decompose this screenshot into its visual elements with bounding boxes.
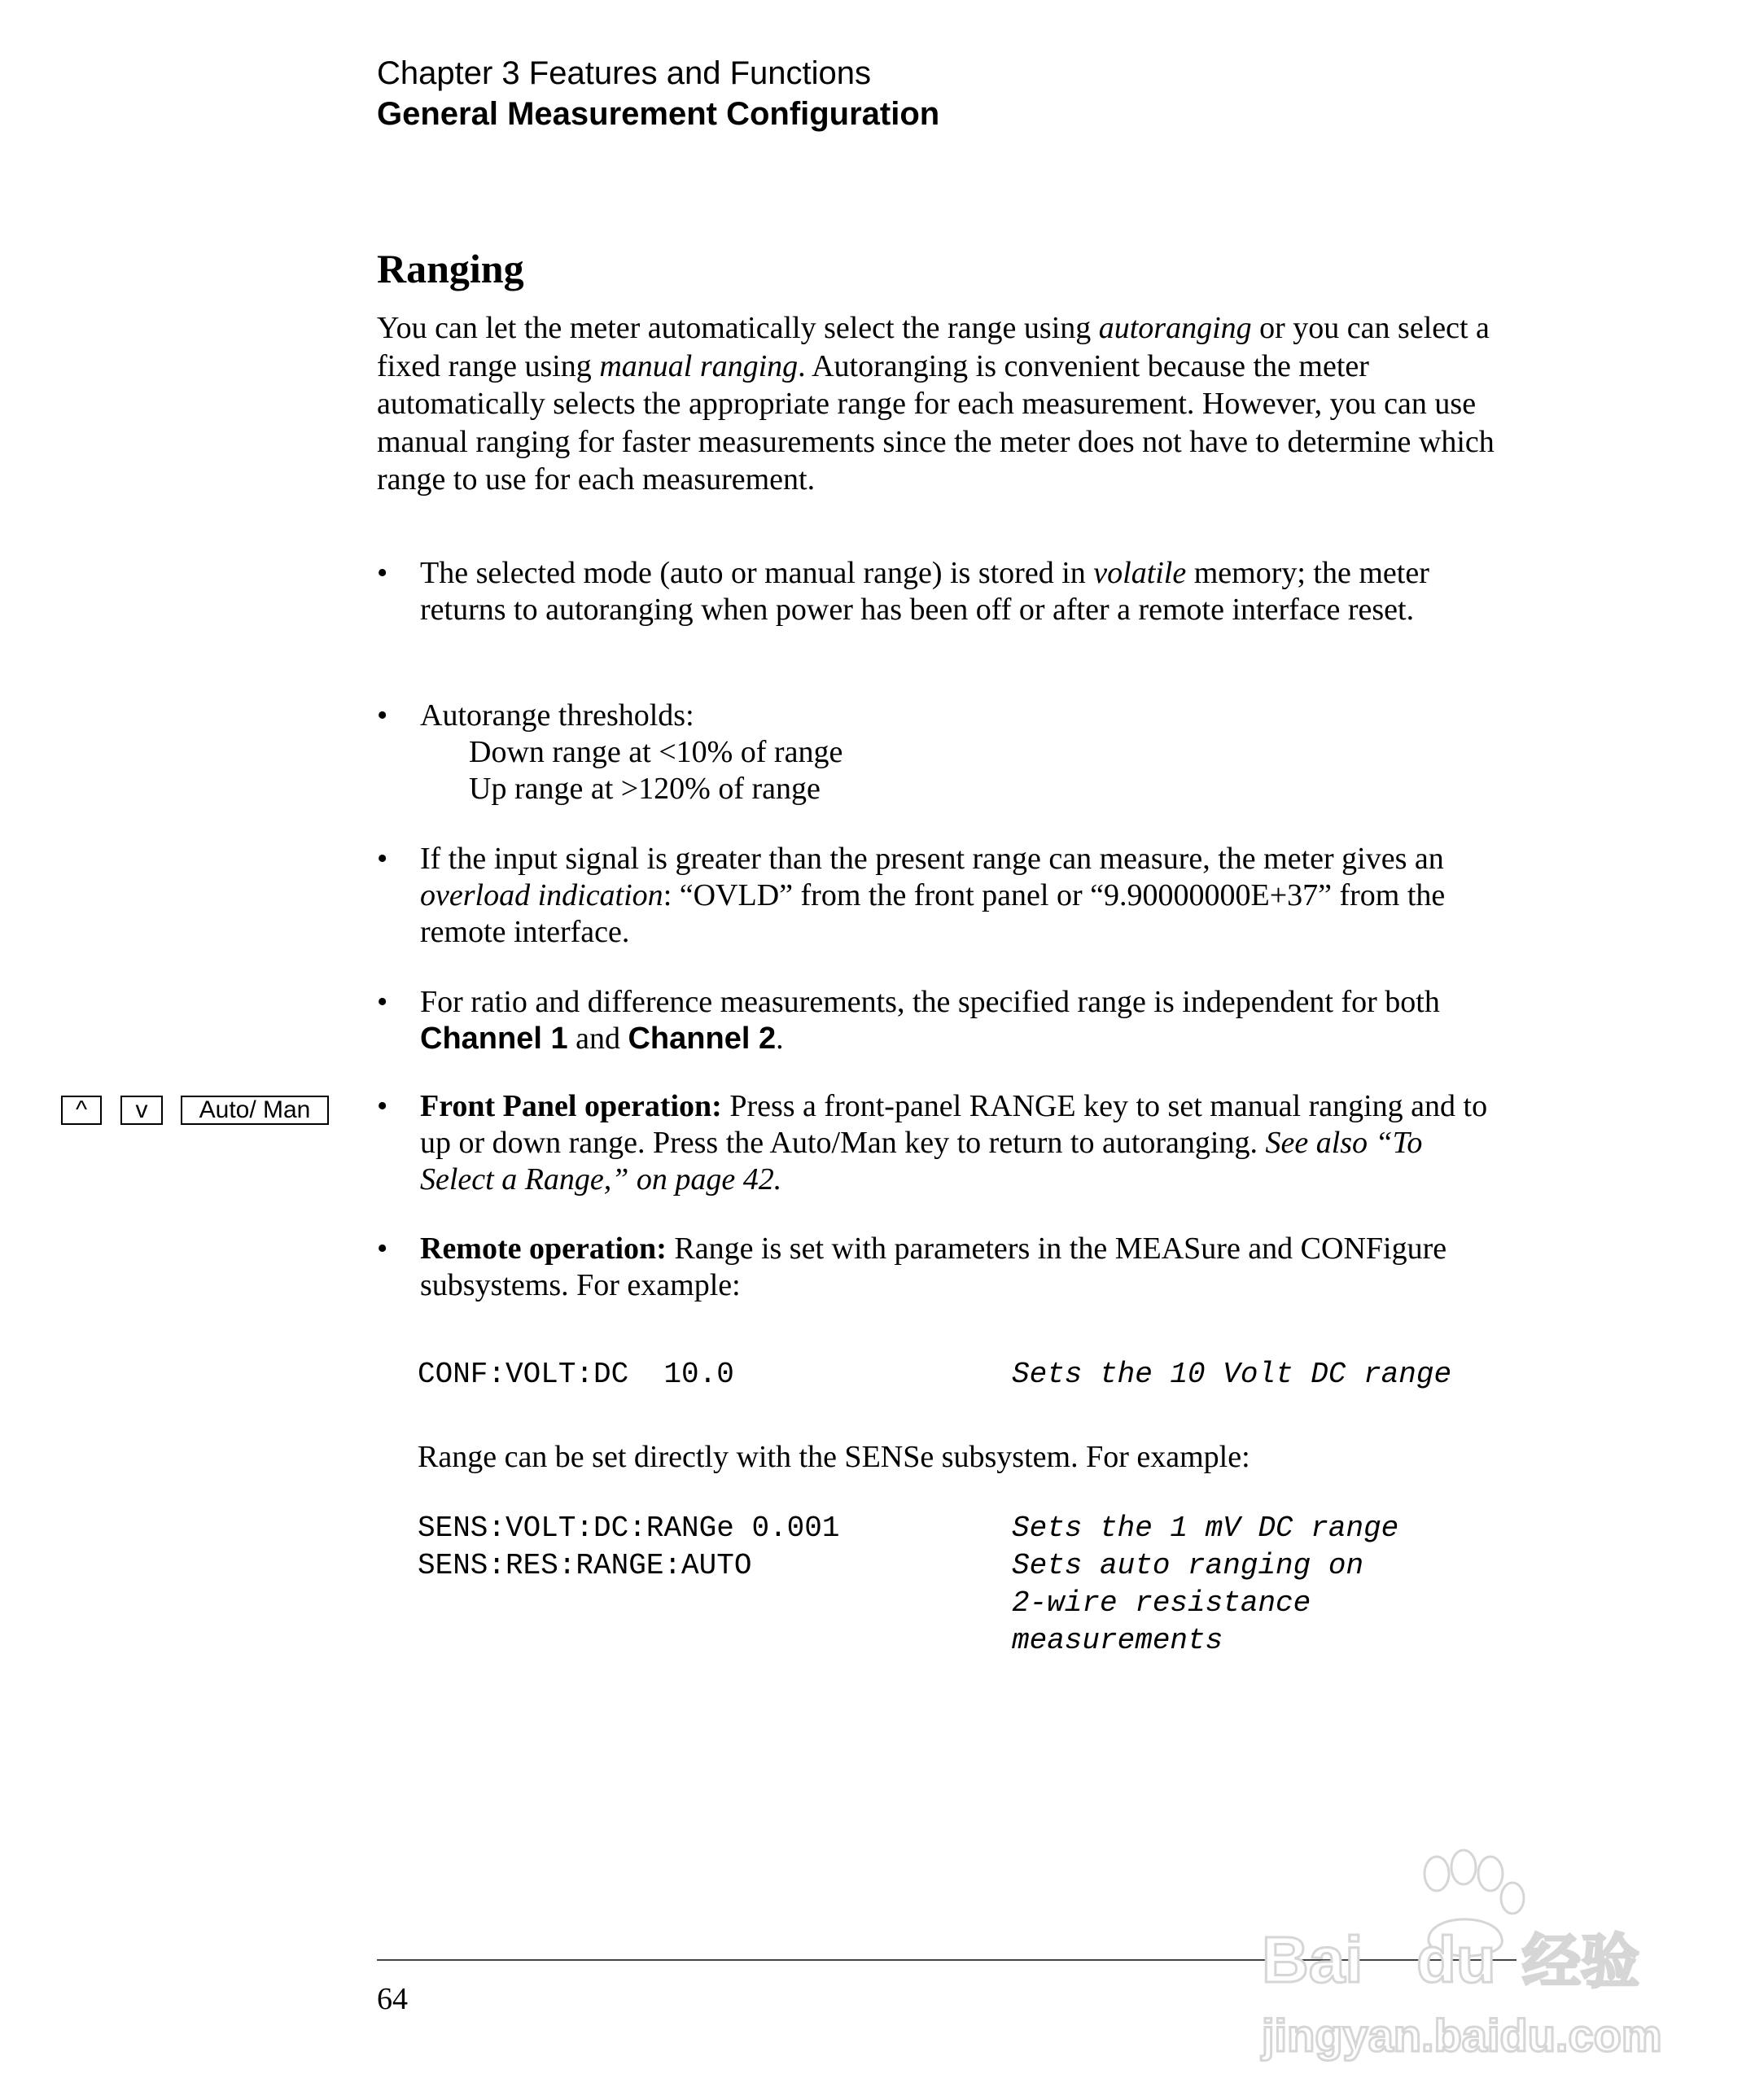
svg-text:Bai: Bai <box>1262 1923 1363 1996</box>
svg-text:经验: 经验 <box>1522 1927 1640 1996</box>
intro-text-1: You can let the meter automatically select the range using <box>377 311 1099 345</box>
bullet-marker: • <box>377 698 388 733</box>
bullet-ratio-text-mid: and <box>567 1022 628 1056</box>
bullet-volatile <box>377 555 1500 628</box>
conf-command: CONF:VOLT:DC 10.0 <box>418 1358 734 1391</box>
bullet-text <box>420 698 1500 807</box>
page-number: 64 <box>377 1982 408 2016</box>
bullet-text <box>420 841 1500 951</box>
intro-text-3: . Autoranging is convenient because the meter automatically selects the appropriate range for each measurement. However, you can use manual ranging for faster measurements since the meter does not have to determine which range to use for each measurement. <box>377 348 1495 497</box>
sens-res-description-3: measurements <box>1012 1624 1223 1657</box>
bullet-ratio <box>377 984 1500 1057</box>
range-up-key: ^ <box>61 1096 102 1125</box>
sens-volt-description: Sets the 1 mV DC range <box>1012 1512 1399 1545</box>
intro-emphasis-autoranging: autoranging <box>1098 311 1252 345</box>
bullet-marker: • <box>377 842 388 876</box>
bullet-remote <box>377 1231 1500 1304</box>
bullet-text <box>420 984 1500 1057</box>
bullet-volatile-text-a: The selected mode (auto or manual range) is stored in <box>420 556 1094 590</box>
svg-text:du: du <box>1416 1923 1496 1996</box>
page-heading: Ranging <box>377 246 524 291</box>
sens-res-command: SENS:RES:RANGE:AUTO <box>418 1549 752 1582</box>
bullet-marker: • <box>377 985 388 1019</box>
bullet-overload-emphasis: overload indication <box>420 878 663 912</box>
intro-emphasis-manual: manual ranging <box>599 348 799 383</box>
sens-res-description-1: Sets auto ranging on <box>1012 1549 1364 1582</box>
bullet-text <box>420 555 1500 628</box>
conf-description: Sets the 10 Volt DC range <box>1012 1358 1452 1391</box>
bullet-text <box>420 1231 1500 1304</box>
auto-man-key: Auto/ Man <box>181 1096 329 1125</box>
sense-intro: Range can be set directly with the SENSe subsystem. For example: <box>418 1440 1250 1474</box>
bullet-marker: • <box>377 1232 388 1266</box>
bullet-overload-text-b: : “OVLD” from the front panel or “9.90000000E+37” from the remote interface. <box>420 878 1446 949</box>
threshold-down: Down range at <10% of range <box>469 735 843 769</box>
svg-text:jingyan.baidu.com: jingyan.baidu.com <box>1262 2010 1662 2061</box>
intro-paragraph <box>377 309 1500 499</box>
bullet-text <box>420 1088 1500 1198</box>
bullet-overload-text-a: If the input signal is greater than the present range can measure, the meter gives an <box>420 842 1444 876</box>
bullet-ratio-text-end: . <box>776 1022 784 1056</box>
threshold-up: Up range at >120% of range <box>469 772 821 806</box>
remote-operation-text: Range is set with parameters in the MEASure and CONFigure subsystems. For example: <box>420 1232 1447 1302</box>
see-also-reference: See also “To Select a Range,” on page 42. <box>420 1126 1423 1197</box>
channel-1-label: Channel 1 <box>420 1022 568 1056</box>
front-panel-text: Press a front-panel RANGE key to set manual ranging and to up or down range. Press the Auto/Man key to return to autoranging. <box>420 1089 1488 1160</box>
intro-text-2: or you can select a fixed range using <box>377 311 1490 383</box>
bullet-volatile-emphasis: volatile <box>1093 556 1187 590</box>
bullet-volatile-text-b: memory; the meter returns to autoranging when power has been off or after a remote interface reset. <box>420 556 1429 627</box>
front-panel-label: Front Panel operation: <box>420 1089 722 1123</box>
thresholds-title: Autorange thresholds: <box>420 698 694 733</box>
remote-operation-label: Remote operation: <box>420 1232 667 1266</box>
bullet-marker: • <box>377 556 388 590</box>
section-header: General Measurement Configuration <box>377 96 940 132</box>
bullet-ratio-text-a: For ratio and difference measurements, the specified range is independent for both <box>420 985 1440 1019</box>
bullet-marker: • <box>377 1089 388 1123</box>
range-down-key: v <box>120 1096 163 1125</box>
bullet-overload <box>377 841 1500 951</box>
bullet-front-panel <box>377 1088 1500 1198</box>
bullet-thresholds <box>377 698 1500 807</box>
sens-res-description-2: 2-wire resistance <box>1012 1586 1311 1620</box>
baidu-watermark-logo <box>1254 1848 1677 2076</box>
sens-volt-command: SENS:VOLT:DC:RANGe 0.001 <box>418 1512 840 1545</box>
channel-2-label: Channel 2 <box>628 1022 777 1056</box>
chapter-header: Chapter 3 Features and Functions <box>377 55 872 91</box>
